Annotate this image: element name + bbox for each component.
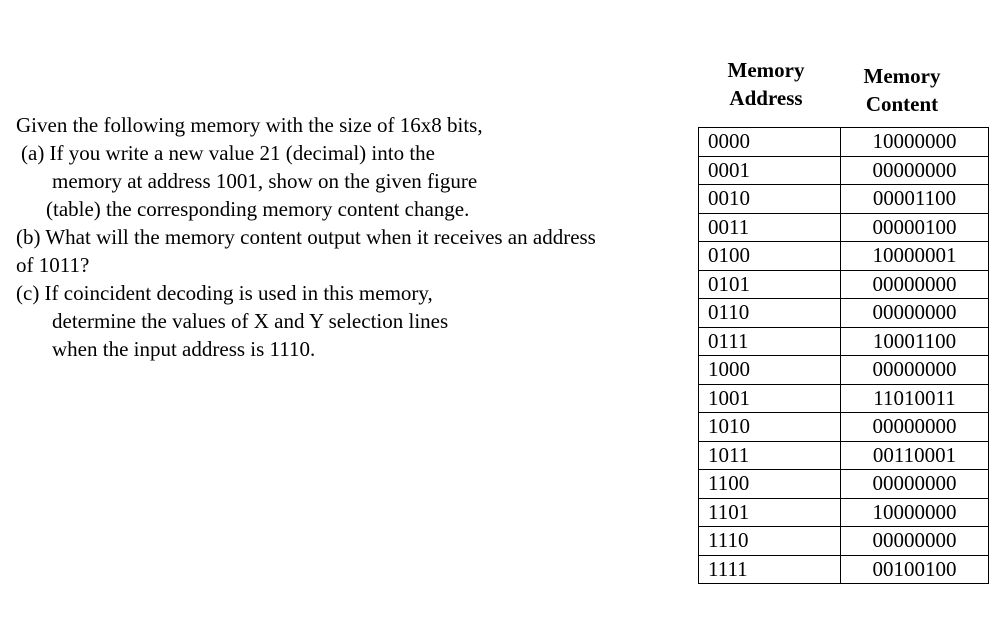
memory-content-cell: 00001100 [841,185,989,214]
question-part-c-line-2: determine the values of X and Y selection lines [52,309,449,333]
question-text [16,111,696,363]
memory-row [699,327,989,356]
memory-content-cell: 10000000 [841,128,989,157]
memory-table-body [699,128,989,584]
memory-row [699,555,989,584]
memory-content-header [850,62,954,118]
memory-row [699,470,989,499]
memory-content-cell: 10000000 [841,498,989,527]
memory-address-cell: 1110 [699,527,841,556]
memory-row [699,242,989,271]
question-part-c-line-3: when the input address is 1110. [52,337,316,361]
memory-address-cell: 1010 [699,413,841,442]
question-part-a-line-2: memory at address 1001, show on the given figure [52,169,478,193]
memory-content-cell: 00000000 [841,299,989,328]
memory-address-cell: 1001 [699,384,841,413]
memory-address-cell: 1011 [699,441,841,470]
memory-row [699,413,989,442]
memory-content-cell: 00000000 [841,527,989,556]
memory-address-cell: 1101 [699,498,841,527]
memory-content-cell: 00000000 [841,270,989,299]
memory-row [699,498,989,527]
memory-address-cell: 0111 [699,327,841,356]
question-part-a-line-3: (table) the corresponding memory content change. [46,197,470,221]
memory-row [699,213,989,242]
question-part-b-line-2: of 1011? [16,253,90,277]
question-part-a-line-1: (a) If you write a new value 21 (decimal) into the [21,141,436,165]
memory-address-cell: 0001 [699,156,841,185]
memory-content-cell: 00000000 [841,413,989,442]
memory-content-header-line-2: Content [865,92,939,116]
memory-address-header-line-1: Memory [727,58,805,82]
memory-content-cell: 00000000 [841,470,989,499]
memory-content-cell: 11010011 [841,384,989,413]
memory-address-cell: 0011 [699,213,841,242]
memory-row [699,299,989,328]
memory-address-cell: 0100 [699,242,841,271]
memory-address-cell: 1111 [699,555,841,584]
memory-row [699,128,989,157]
memory-address-cell: 0010 [699,185,841,214]
memory-content-cell: 00100100 [841,555,989,584]
memory-content-cell: 00000100 [841,213,989,242]
memory-row [699,527,989,556]
memory-row [699,156,989,185]
question-part-b-line-1: (b) What will the memory content output when it receives an address [16,225,596,249]
memory-address-header-line-2: Address [729,86,803,110]
memory-address-cell: 0110 [699,299,841,328]
question-part-c-line-1: (c) If coincident decoding is used in this memory, [16,281,433,305]
memory-content-cell: 00000000 [841,356,989,385]
memory-address-cell: 0101 [699,270,841,299]
memory-content-cell: 10001100 [841,327,989,356]
memory-table [698,127,989,584]
memory-address-cell: 1000 [699,356,841,385]
memory-row [699,384,989,413]
memory-content-cell: 10000001 [841,242,989,271]
memory-address-cell: 1100 [699,470,841,499]
memory-content-header-line-1: Memory [863,64,941,88]
memory-content-cell: 00110001 [841,441,989,470]
memory-address-cell: 0000 [699,128,841,157]
memory-address-header [712,56,820,112]
memory-row [699,185,989,214]
question-intro: Given the following memory with the size of 16x8 bits, [16,113,483,137]
memory-row [699,441,989,470]
memory-row [699,270,989,299]
memory-row [699,356,989,385]
memory-content-cell: 00000000 [841,156,989,185]
